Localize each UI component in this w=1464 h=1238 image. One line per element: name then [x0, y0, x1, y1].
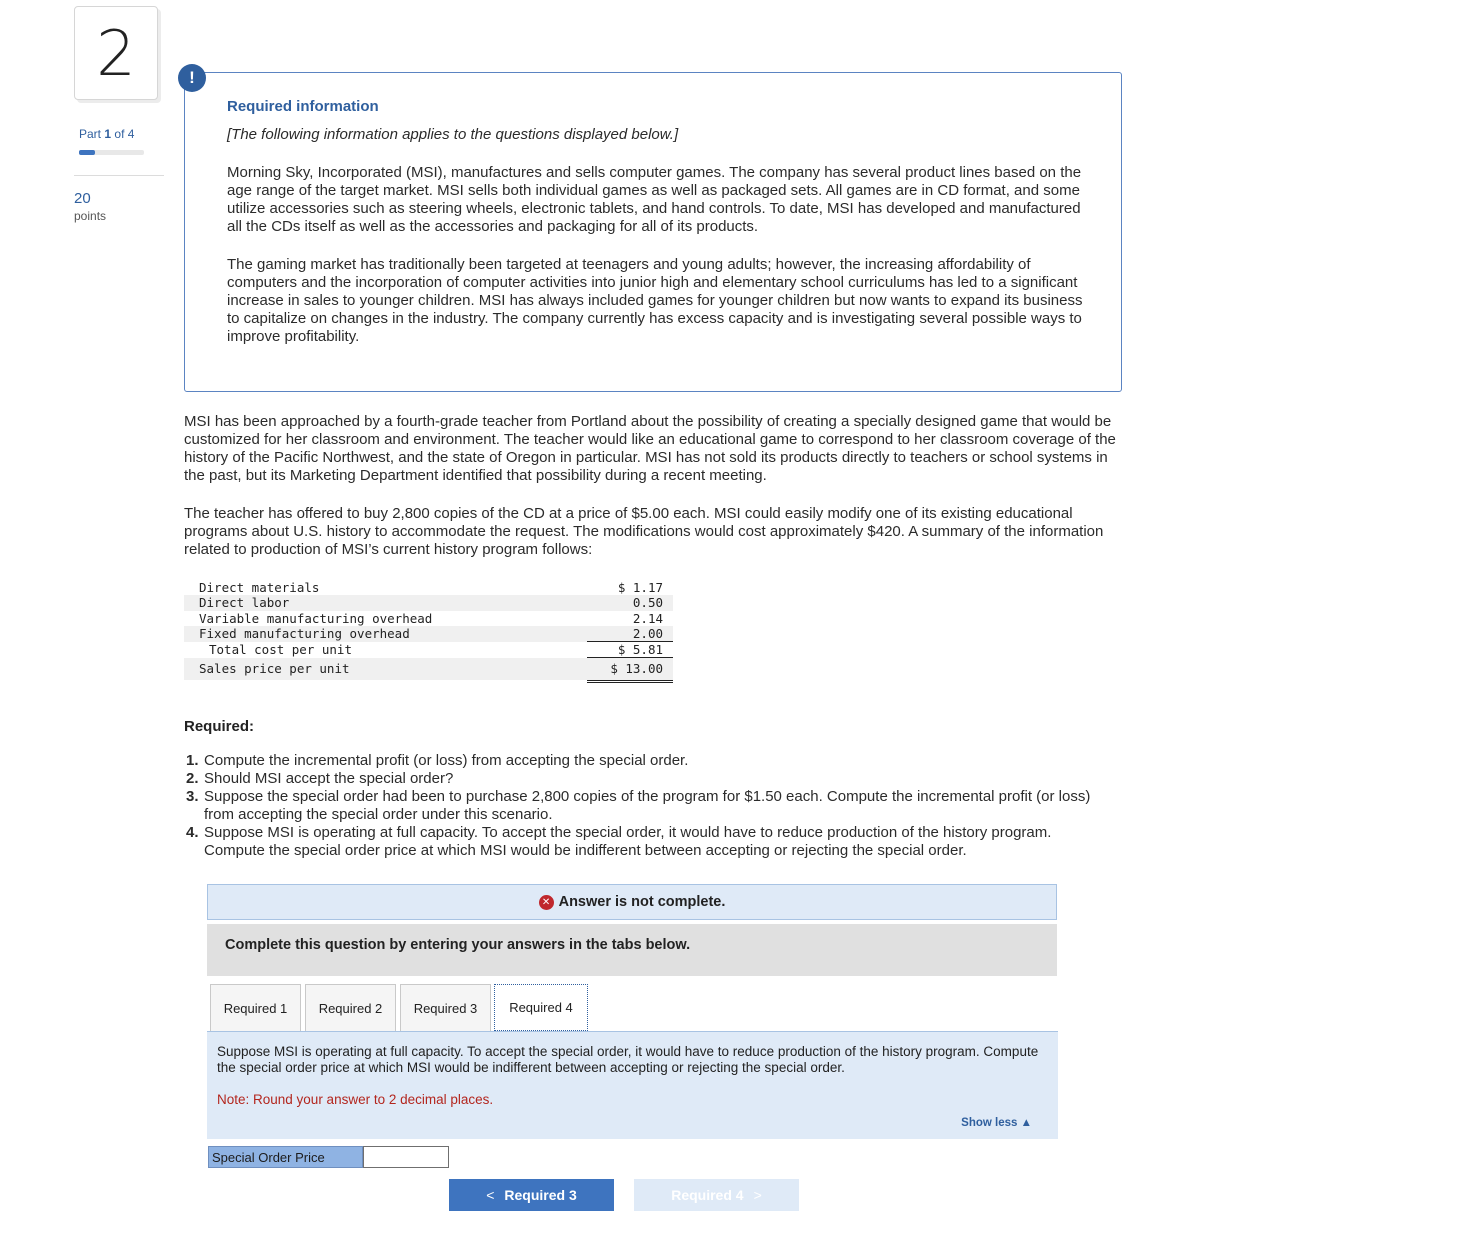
- item-text: Compute the incremental profit (or loss) from accepting the special order.: [204, 752, 689, 769]
- cost-label: Direct labor: [199, 595, 290, 611]
- tab-required-4[interactable]: Required 4: [494, 984, 588, 1031]
- part-current: 1: [104, 127, 112, 141]
- cost-label: Total cost per unit: [209, 641, 352, 657]
- cost-value: 0.50: [632, 595, 663, 611]
- chevron-right-icon: >: [753, 1187, 762, 1203]
- part-progress-fill: [79, 150, 95, 155]
- item-number: 2.: [186, 770, 199, 787]
- part-total: of 4: [114, 127, 135, 141]
- table-row: [184, 611, 673, 626]
- tab-panel: [207, 1031, 1058, 1139]
- answer-label: Special Order Price: [208, 1146, 363, 1168]
- next-label: Required 4: [671, 1187, 744, 1203]
- part-indicator: [79, 127, 134, 141]
- panel-question-text: Suppose MSI is operating at full capacity. To accept the special order, it would have to reduce production of the history program. Compute the special order price at which MSI would be indifferent between accepting or rejecting the special order.: [217, 1044, 1039, 1075]
- show-less-link[interactable]: [961, 1117, 1032, 1129]
- panel-note: Note: Round your answer to 2 decimal places.: [217, 1092, 494, 1107]
- cost-label: Variable manufacturing overhead: [199, 610, 433, 626]
- item-text: Should MSI accept the special order?: [204, 770, 454, 787]
- part-word: Part: [79, 127, 102, 141]
- points-value: 20: [74, 190, 91, 207]
- instructions-box: [207, 924, 1057, 976]
- triangle-up-icon: ▲: [1020, 1117, 1032, 1129]
- cost-label: Sales price per unit: [199, 660, 350, 676]
- part-progress-bar: [79, 150, 144, 155]
- list-item: [186, 770, 1116, 788]
- cost-label: Direct materials: [199, 580, 320, 595]
- problem-paragraph-1: MSI has been approached by a fourth-grade teacher from Portland about the possibility of creating a specially designed game that would be customized for her classroom and environment. The teacher would like an educational game to correspond to her classroom coverage of the history of the Pacific Northwest, and the state of Oregon in particular. MSI has not sold its products directly to teachers or school systems in the past, but its Marketing Department identified that possibility during a recent meeting.: [184, 413, 1116, 484]
- info-paragraph-2: The gaming market has traditionally been targeted at teenagers and young adults; however, the increasing affordability of computers and the incorporation of computer activities into junior high and elementary school curriculums has led to a significant increase in sales to younger children. MSI has always included games for younger children but now wants to expand its business to capitalize on changes in the industry. The company currently has excess capacity and is investigating several possible ways to improve profitability.: [227, 256, 1083, 345]
- info-title: Required information: [227, 98, 379, 115]
- list-item: [186, 788, 1116, 824]
- list-item: [186, 752, 1116, 770]
- tab-required-2[interactable]: Required 2: [305, 984, 396, 1031]
- tab-required-1[interactable]: Required 1: [210, 984, 301, 1031]
- info-subtitle: [The following information applies to the questions displayed below.]: [227, 126, 679, 143]
- table-row: [184, 642, 673, 657]
- prev-label: Required 3: [504, 1187, 577, 1203]
- sidebar-divider: [74, 175, 164, 176]
- cost-value: $ 5.81: [587, 642, 673, 658]
- show-less-label: Show less: [961, 1117, 1018, 1129]
- instructions-text: Complete this question by entering your answers in the tabs below.: [225, 937, 691, 953]
- table-row: [184, 626, 673, 641]
- item-number: 4.: [186, 824, 199, 841]
- exclamation-icon: !: [178, 64, 206, 92]
- table-row: [184, 595, 673, 610]
- special-order-price-input[interactable]: [363, 1146, 449, 1168]
- info-paragraph-1: Morning Sky, Incorporated (MSI), manufactures and sells computer games. The company has several product lines based on the age range of the target market. MSI sells both individual games as well as packaged sets. All games are in CD format, and some utilize accessories such as steering wheels, electronic tablets, and hand controls. To date, MSI has developed and manufactured all the CDs itself as well as the accessories and packaging for all of its products.: [227, 164, 1082, 235]
- required-heading: Required:: [184, 718, 255, 735]
- table-row: [184, 658, 673, 680]
- problem-paragraph-2: The teacher has offered to buy 2,800 copies of the CD at a price of $5.00 each. MSI could easily modify one of its existing educational programs about U.S. history to accommodate the request. The modifications would cost approximately $420. A summary of the information related to production of MSI’s current history program follows:: [184, 505, 1104, 558]
- required-list: [186, 752, 1116, 860]
- next-button[interactable]: [634, 1179, 799, 1211]
- table-row: [184, 580, 673, 595]
- points-label: points: [74, 209, 107, 223]
- answer-status-bar: [207, 884, 1057, 920]
- cost-table: [184, 580, 673, 680]
- question-number: 2: [74, 6, 158, 100]
- item-text: Suppose the special order had been to purchase 2,800 copies of the program for $1.50 each. Compute the incremental profit (or loss) from accepting the special order under this scenario.: [204, 788, 1091, 823]
- cost-label: Fixed manufacturing overhead: [199, 626, 410, 642]
- cost-value: 2.14: [632, 610, 663, 626]
- cost-value: $ 1.17: [617, 580, 663, 595]
- list-item: [186, 824, 1116, 860]
- item-number: 3.: [186, 788, 199, 805]
- cost-value: $ 13.00: [587, 658, 673, 683]
- prev-button[interactable]: [449, 1179, 614, 1211]
- x-circle-icon: ✕: [539, 895, 554, 910]
- tab-required-3[interactable]: Required 3: [400, 984, 491, 1031]
- cost-value: 2.00: [587, 626, 673, 642]
- status-text: Answer is not complete.: [558, 894, 726, 910]
- item-text: Suppose MSI is operating at full capacity. To accept the special order, it would have to reduce production of the history program. Compute the special order price at which MSI would be indifferent between accepting or rejecting the special order.: [204, 824, 1052, 859]
- item-number: 1.: [186, 752, 199, 769]
- chevron-left-icon: <: [486, 1187, 495, 1203]
